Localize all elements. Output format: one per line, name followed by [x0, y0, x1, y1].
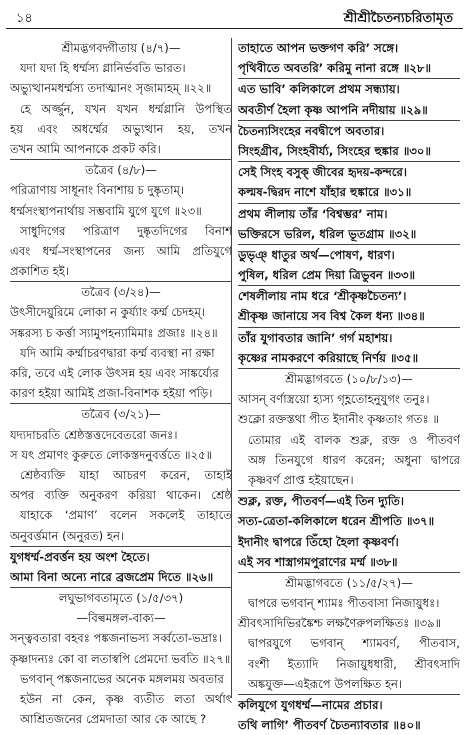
text-line: শ্রীমদ্ভাগবতে (১০/৮/১৩)— [285, 372, 413, 386]
text-line: চৈতন্যসিংহের নবদ্বীপে অবতার। [238, 123, 385, 138]
text-line: যুগধর্ম্ম-প্রবর্ত্তন হয় অংশ হৈতে। [10, 549, 150, 564]
text-line: স যৎ প্রমাণং কুরুতে লোকস্তদনুবর্ত্ততে ॥২৫॥ [10, 447, 213, 462]
text-line: সঙ্করস্য চ কর্ত্তা স্যামুপহন্যামিমাঃ প্রজাঃ ॥২৪॥ [10, 325, 218, 340]
text-line: কৃষ্ণাদন্যঃ কো বা লতাস্বপি প্রেমদো ভবতি ॥২৭॥ [10, 651, 231, 666]
text-line: হে অর্জ্জুন, যখন যখন ধর্ম্মগ্লানি উপস্থিত [20, 101, 232, 116]
running-title: শ্রীশ্রীচৈতন্যচরিতামৃত [343, 11, 453, 26]
text-line: পৃথিবীতে অবতরি’ করিমু নানা রঙ্গে ॥২৮॥ [238, 58, 460, 79]
text-line: অনুবর্ত্তমান (অনুরত) হন। [10, 526, 232, 547]
text-line: সেই সিংহ বসুক্ জীবের হৃদয়-কন্দরে। [238, 165, 407, 180]
text-line: যদি আমি কর্ম্মাচরণদ্বারা কর্ম্ম ব্যবস্থা না রক্ষা [20, 345, 215, 360]
text-line: দ্বাপরযুগে ভগবান্ শ্যামবর্ণ, পীতবাস, [248, 636, 460, 651]
page-number: ১৪ [16, 11, 33, 26]
text-line: তাঁর যুগাবতার জানি’ গর্গ মহাশয়। [238, 330, 393, 345]
text-line: শ্রীবৎসাদিভিরঙ্কৈশ্চ লক্ষণৈরুপলক্ষিতঃ ॥৩৯॥ [238, 616, 442, 631]
text-line: অঙ্কযুক্ত—এইরূপে উপলক্ষিত হন। [238, 674, 460, 695]
text-line: সাধুদিগের পরিত্রাণ দুষ্কৃতদিগের বিনাশ [20, 223, 232, 238]
text-line: সিংহগ্রীব, সিংহবীর্য্য, সিংহের হুঙ্কার ॥৩০॥ [238, 141, 460, 162]
text-line: যদ্যদাচরতি শ্রেষ্ঠস্তত্তদেবেতরো জনঃ। [10, 427, 178, 442]
text-line: কারণ হইয়া আমিই প্রজা-বিনাশক হইয়া পড়ি। [10, 383, 232, 404]
text-line: প্রথম লীলায় তাঁর ‘বিশ্বম্ভর’ নাম। [238, 206, 388, 221]
text-line: পরিত্রাণায় সাধূনাং বিনাশায় চ দুষ্কৃতাম্। [10, 183, 185, 198]
text-line: করি, তবে এই লোক উৎসন্ন হয় এবং সাঙ্কর্য্যের [10, 366, 219, 380]
text-line: হউন না কেন, কৃষ্ণ ব্যতীত লতা অর্থাৎ [20, 692, 232, 706]
text-line: ভক্তিরসে ভরিল, ধরিল ভূতগ্রাম ॥৩২॥ [238, 224, 460, 245]
text-line: ডুভৃঞ্ ধাতুর অর্থ—পোষণ, ধারণ। [238, 247, 395, 262]
text-line: তত্রৈব (৩/২১)— [81, 407, 161, 422]
text-line: বংশী ইত্যাদি নিজায়ুধধারী, শ্রীবৎসাদি [248, 656, 460, 671]
text-line: দ্বাপরে ভগবান্ শ্যামঃ পীতবাসা নিজায়ুধঃ। [248, 596, 440, 611]
column-divider [231, 38, 232, 698]
text-line: অবতীর্ণ হৈলা কৃষ্ণ আপনি নদীয়ায় ॥২৯॥ [238, 100, 460, 121]
text-line: শ্রীমদ্ভগবদ্গীতায় (৪/৭)— [61, 41, 181, 55]
text-line: —বিল্বমঙ্গল-বাক্য— [76, 611, 166, 626]
text-line: সত্য-ত্রেতা-কলিকালে ধরেন শ্রীপতি ॥৩৭॥ [238, 514, 435, 529]
text-line: আমা বিনা অন্যে নারে ব্রজপ্রেম দিতে ॥২৬॥ [10, 567, 232, 588]
left-column [10, 38, 232, 729]
text-line: শেষলীলায় নাম ধরে ‘শ্রীকৃষ্ণচৈতন্য’। [238, 289, 407, 304]
text-line: যদা যদা হি ধর্ম্মস্য গ্লানির্ভবতি ভারত। [20, 61, 186, 76]
text-line: প্রকাশিত হই। [10, 261, 232, 282]
text-line: শুক্ল, রক্ত, পীতবর্ণ—এই তিন দ্যুতি। [238, 494, 404, 509]
text-line: এত ভাবি’ কলিকালে প্রথম সন্ধ্যায়। [238, 82, 400, 97]
text-line: আশ্রিতজনের প্রেমদাতা আর কে আছে ? [20, 712, 207, 727]
page-header [6, 6, 463, 28]
text-line: শুক্লো রক্তস্তথা পীত ইদানীং কৃষ্ণতাং গতঃ ॥ [238, 412, 439, 427]
text-line: সন্ত্ববতারা বহবঃ পঙ্কজনাভস্য সর্ব্বতো-ভদ্রাঃ। [10, 631, 223, 646]
text-line: তত্রৈব (৩/২৪)— [81, 285, 161, 300]
text-line: কৃষ্ণবর্ণ প্রাপ্ত হইয়াছেন। [238, 470, 460, 491]
text-line: কল্মষ-দ্বিরদ নাশে যাঁহার হুঙ্কারে ॥৩১॥ [238, 182, 460, 203]
text-line: তথি লাগি’ পীতবর্ণ চৈতন্যাবতার ॥৪০॥ [238, 718, 421, 733]
text-line: পুষিল, ধরিল প্রেম দিয়া ত্রিভুবন ॥৩৩॥ [238, 265, 460, 286]
right-column [238, 38, 460, 735]
text-line: তত্রৈব (৪/৮)— [85, 163, 157, 178]
text-line: শ্রীমদ্ভাগবতে (১১/৫/২৭)— [285, 575, 413, 590]
text-line: তোমার এই বালক শুক্ল, রক্ত ও পীতবর্ণ [248, 432, 460, 447]
text-line: ইদানীং দ্বাপরে তিঁহো হৈলা কৃষ্ণবর্ণ। [238, 534, 399, 549]
text-line: ভগবান্ পঙ্কজনাভের অনেক মঙ্গলময় অবতার [20, 671, 224, 686]
header-rule [6, 28, 463, 29]
text-line: কৃষ্ণের নামকরণে করিয়াছে নির্ণয় ॥৩৫॥ [238, 348, 460, 369]
text-line: আসন্ বর্ণাস্ত্রয়ো হ্যস্য গৃহ্ণতোহনুযুগং তনুঃ। [238, 392, 430, 407]
text-line: এবং ধর্ম্ম-সংস্থাপনের জন্য আমি প্রতিযুগে [10, 243, 232, 258]
text-line: অভ্যুত্থানমধর্ম্মস্য তদাত্মানং সৃজাম্যহম্ ॥২২॥ [10, 81, 212, 96]
text-line: উৎসীদেয়ুরিমে লোকা ন কুর্য্যাং কর্ম্ম চেদহম্। [10, 305, 206, 320]
text-line: অপর ব্যক্তি অনুকরণ করিয়া থাকেন। শ্রেষ্ঠ [10, 488, 232, 503]
text-line: যাহাকে ‘প্রমাণ’ বলেন সকলেই তাহাতে [20, 508, 232, 523]
text-line: লঘুভাগবতামৃতে (১/৫/৩৭) [58, 591, 184, 606]
text-line: শ্রীকৃষ্ণ জানায়ে সব বিশ্ব কৈল ধন্য ॥৩৪॥ [238, 306, 460, 327]
text-line: শ্রেষ্ঠব্যক্তি যাহা আচরণ করেন, তাহাই [20, 467, 232, 482]
text-line: তখন আমি আপনাকে প্রকট করি। [10, 139, 232, 160]
text-line: কলিযুগে যুগধর্ম্ম—নামের প্রচার। [238, 698, 383, 712]
text-line: অঙ্গ তিনযুগে ধারণ করেন; অধুনা দ্বাপরে [248, 452, 460, 467]
text-line: ধর্ম্মসংস্থাপনার্থায় সম্ভবামি যুগে যুগে ॥২৩॥ [10, 203, 202, 218]
text-line: এই সব শাস্ত্রাগমপুরাণের মর্ম্ম ॥৩৮॥ [238, 552, 460, 573]
text-line: তাহাতে আপন ভক্তগণ করি’ সঙ্গে। [238, 41, 399, 55]
text-line: হয় এবং অধর্ম্মের অভ্যুত্থান হয়, তখন [10, 121, 232, 136]
